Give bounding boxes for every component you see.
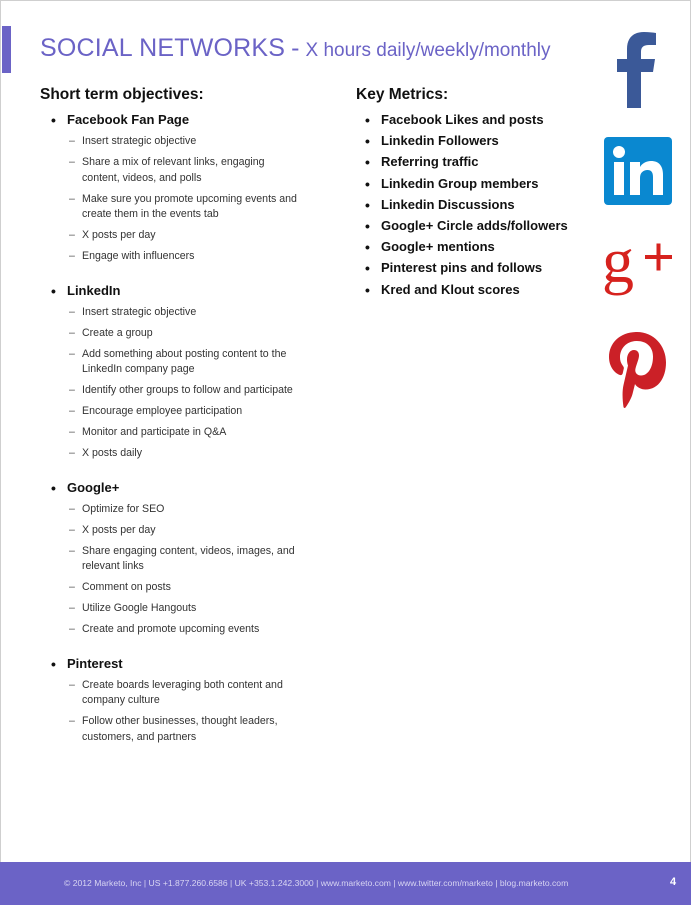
objective-item: – Optimize for SEO (40, 502, 302, 518)
metric-item: • Google+ Circle adds/followers (356, 218, 586, 234)
metric-item: • Linkedin Group members (356, 176, 586, 192)
metric-item: • Google+ mentions (356, 239, 586, 255)
page-title: SOCIAL NETWORKS (40, 34, 286, 62)
accent-bar (2, 26, 11, 73)
metric-item: • Linkedin Followers (356, 133, 586, 149)
title-separator: - (291, 34, 300, 62)
short-term-heading: Short term objectives: (40, 86, 204, 103)
svg-text:g: g (602, 232, 634, 296)
objectives-column (40, 112, 340, 763)
objective-title: • LinkedIn (40, 283, 340, 299)
objective-item: – Create boards leveraging both content and company culture (40, 678, 302, 709)
footer-contact-info: © 2012 Marketo, Inc | US +1.877.260.6586 | UK +353.1.242.3000 | www.marketo.com | www.twitter.com/marketo | blog.marketo.com (64, 878, 569, 888)
objective-item: – X posts daily (40, 446, 302, 462)
google-plus-icon (600, 232, 676, 304)
objective-section-facebook (40, 112, 340, 265)
objective-title: • Facebook Fan Page (40, 112, 340, 128)
objective-title: • Pinterest (40, 656, 340, 672)
metric-item: • Facebook Likes and posts (356, 112, 586, 128)
facebook-icon (610, 30, 662, 108)
objective-item: – Add something about posting content to the LinkedIn company page (40, 347, 302, 378)
objective-item: – X posts per day (40, 523, 302, 539)
objective-item: – Share a mix of relevant links, engaging content, videos, and polls (40, 155, 302, 186)
objective-item: – Monitor and participate in Q&A (40, 425, 302, 441)
page-header (40, 34, 551, 63)
objective-section-google-plus (40, 480, 340, 638)
metric-item: • Linkedin Discussions (356, 197, 586, 213)
objective-item: – Create a group (40, 326, 302, 342)
objective-item: – Insert strategic objective (40, 134, 302, 150)
objective-item: – Follow other businesses, thought leaders, customers, and partners (40, 714, 302, 745)
objective-item: – Share engaging content, videos, images, and relevant links (40, 544, 302, 575)
page-number: 4 (670, 876, 677, 888)
objective-item: – Comment on posts (40, 580, 302, 596)
objective-item: – Create and promote upcoming events (40, 622, 302, 638)
metric-item: • Kred and Klout scores (356, 282, 586, 298)
objective-section-pinterest (40, 656, 340, 746)
metric-item: • Pinterest pins and follows (356, 260, 586, 276)
linkedin-icon (604, 137, 672, 205)
objective-title: • Google+ (40, 480, 340, 496)
key-metrics-heading: Key Metrics: (356, 86, 449, 103)
objective-section-linkedin (40, 283, 340, 462)
page-footer (0, 862, 691, 905)
objective-item: – Insert strategic objective (40, 305, 302, 321)
metrics-column (356, 112, 586, 303)
pinterest-icon (606, 330, 668, 410)
objective-item: – Identify other groups to follow and participate (40, 383, 302, 399)
objective-item: – Utilize Google Hangouts (40, 601, 302, 617)
objective-item: – Make sure you promote upcoming events and create them in the events tab (40, 192, 302, 223)
objective-item: – Engage with influencers (40, 249, 302, 265)
metric-item: • Referring traffic (356, 154, 586, 170)
objective-item: – Encourage employee participation (40, 404, 302, 420)
page-subtitle: X hours daily/weekly/monthly (305, 40, 551, 61)
objective-item: – X posts per day (40, 228, 302, 244)
